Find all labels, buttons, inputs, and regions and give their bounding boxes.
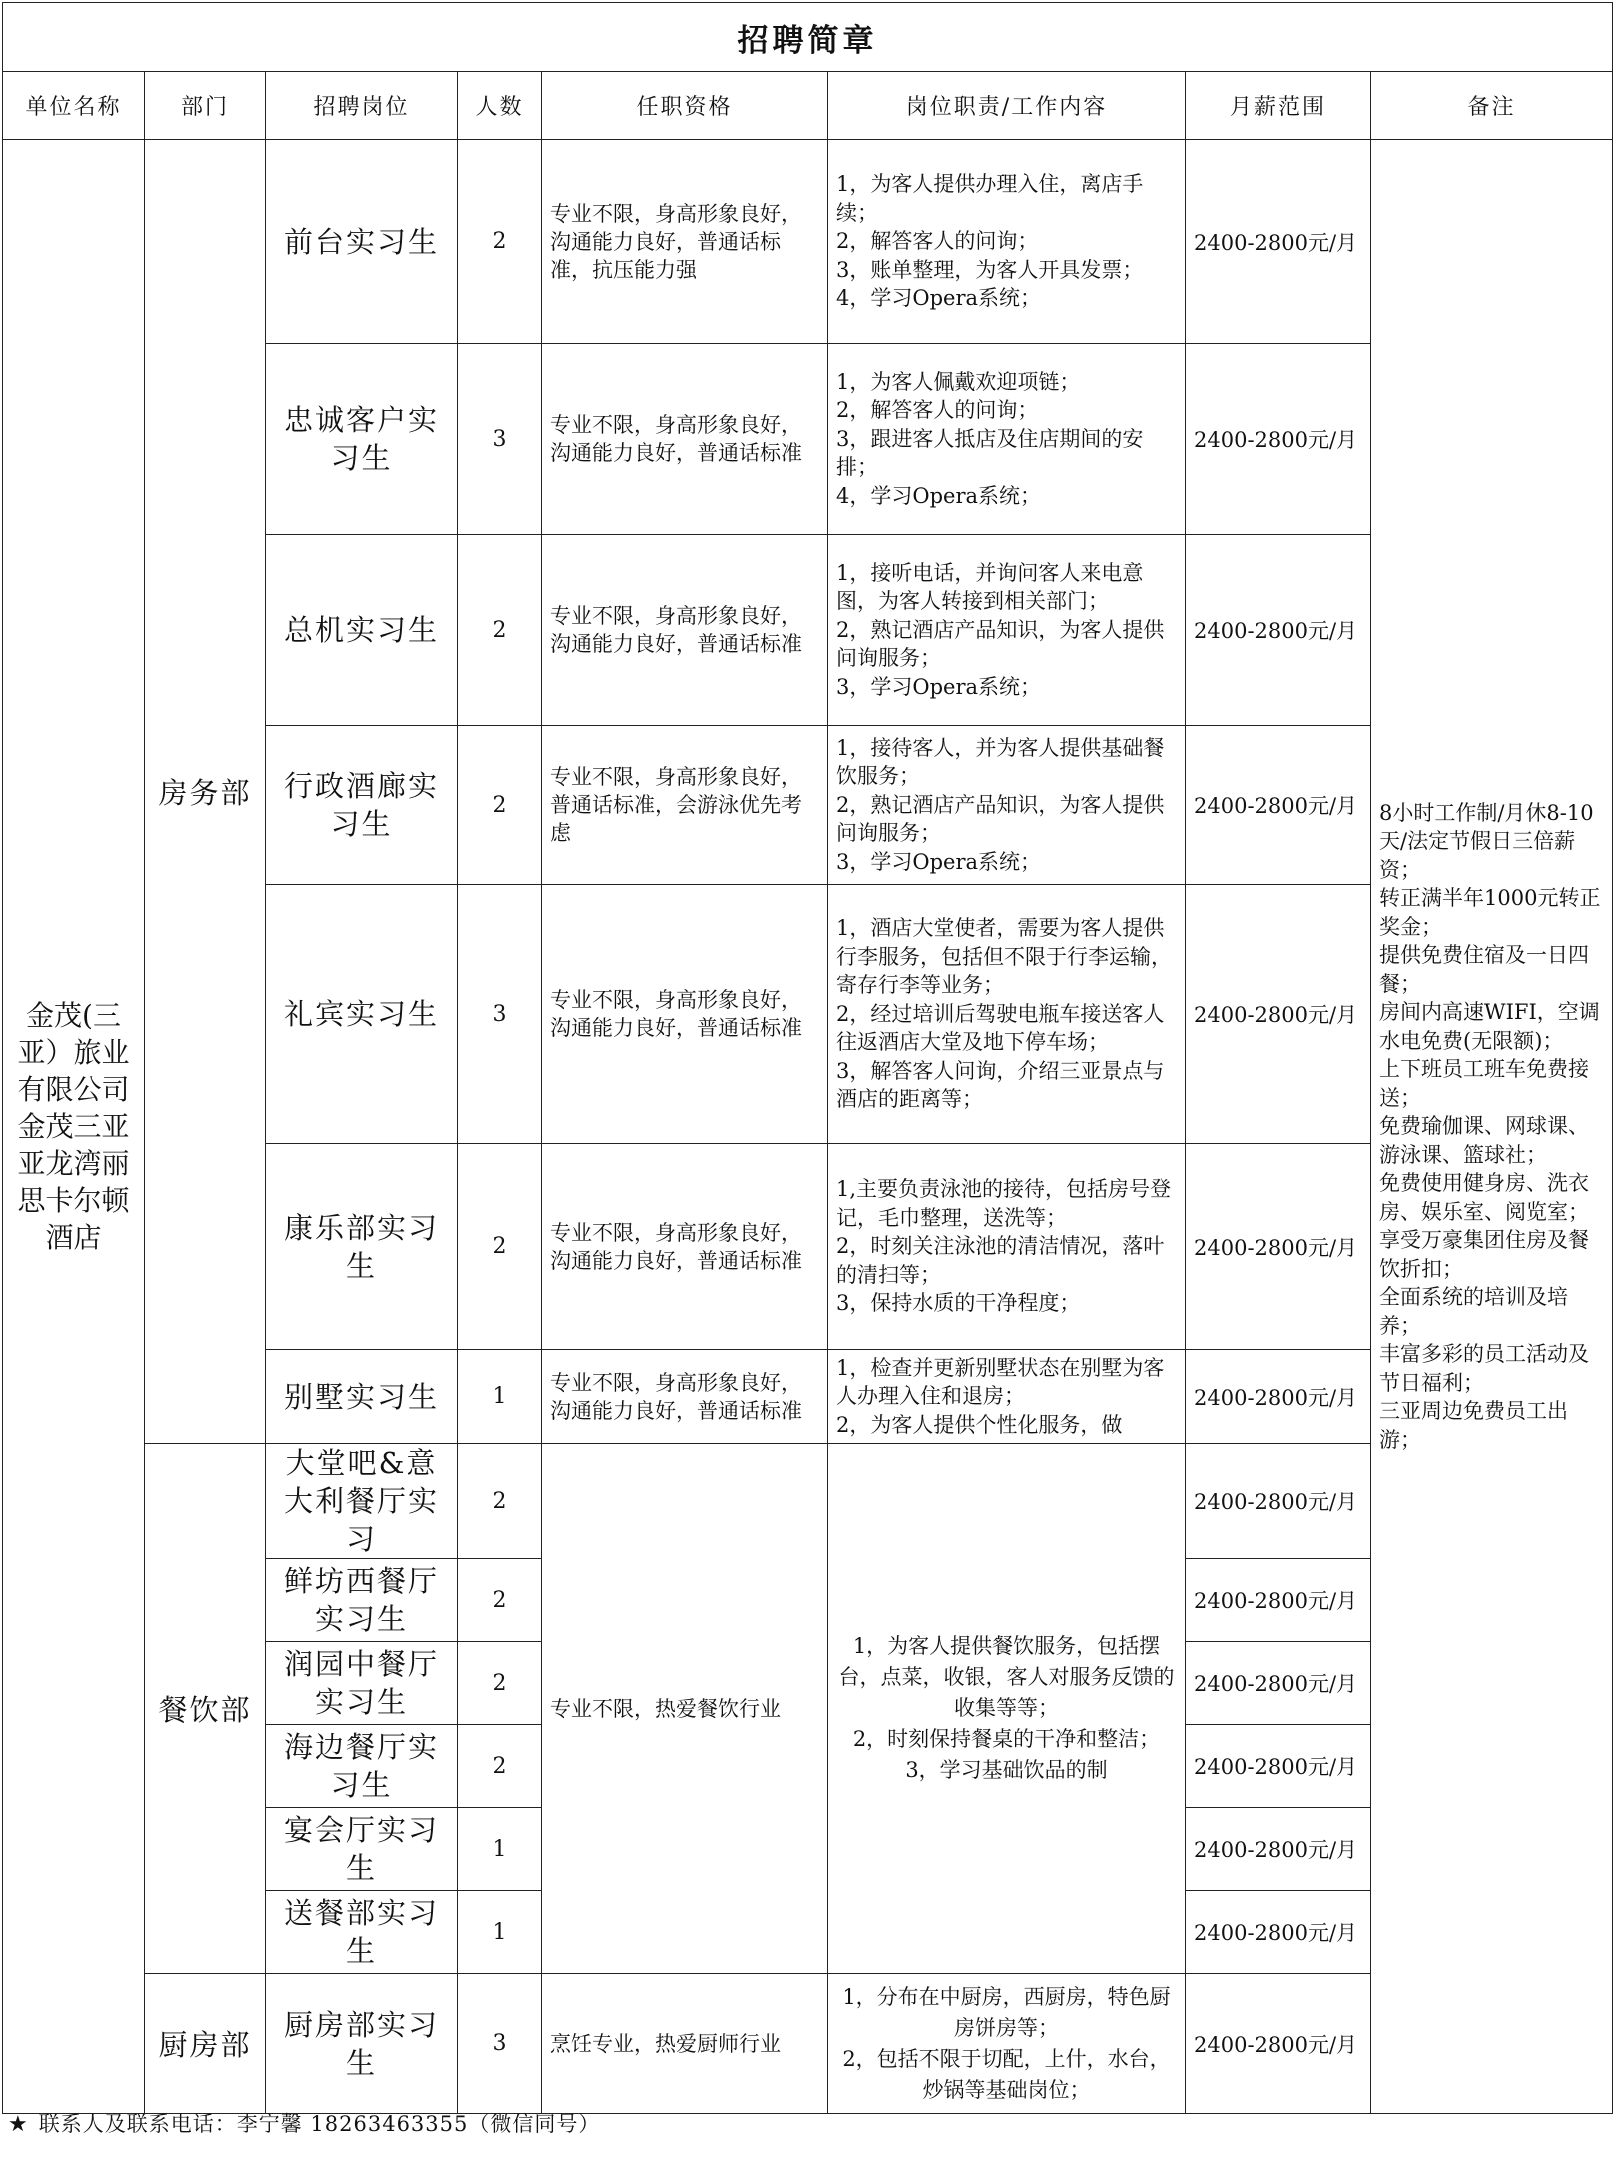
qualification: 烹饪专业，热爱厨师行业 <box>542 1974 828 2114</box>
duty-line: 3，学习Opera系统； <box>836 849 1042 874</box>
position-name: 前台实习生 <box>266 140 458 344</box>
salary: 2400-2800元/月 <box>1186 1350 1371 1444</box>
fb-qualification: 专业不限，热爱餐饮行业 <box>542 1444 828 1974</box>
header-position: 招聘岗位 <box>266 72 458 140</box>
remark-line: 提供免费住宿及一日四餐； <box>1379 943 1589 996</box>
duty-line: 2，解答客人的问询； <box>836 229 1039 254</box>
salary: 2400-2800元/月 <box>1186 344 1371 535</box>
qualification: 专业不限，身高形象良好，沟通能力良好，普通话标准，抗压能力强 <box>542 140 828 344</box>
duty-line: 4，学习Opera系统； <box>836 483 1042 508</box>
dept-rooms: 房务部 <box>145 140 266 1444</box>
remark-line: 丰富多彩的员工活动及节日福利； <box>1379 1342 1589 1395</box>
header-row <box>3 72 1613 140</box>
duty-line: 1，酒店大堂使者，需要为客人提供行李服务，包括但不限于行李运输，寄存行李等业务； <box>836 916 1172 998</box>
dept-kitchen: 厨房部 <box>145 1974 266 2114</box>
salary: 2400-2800元/月 <box>1186 885 1371 1144</box>
duty-line: 1，为客人佩戴欢迎项链； <box>836 369 1081 394</box>
duties <box>828 726 1186 885</box>
remark-line: 转正满半年1000元转正奖金； <box>1379 886 1601 939</box>
salary: 2400-2800元/月 <box>1186 1444 1371 1559</box>
remark-line: 8小时工作制/月休8-10天/法定节假日三倍薪资； <box>1379 800 1594 882</box>
remark-line: 免费瑜伽课、网球课、游泳课、篮球社； <box>1379 1114 1589 1167</box>
qualification: 专业不限，身高形象良好，沟通能力良好，普通话标准 <box>542 1350 828 1444</box>
qualification: 专业不限，身高形象良好，普通话标准，会游泳优先考虑 <box>542 726 828 885</box>
salary: 2400-2800元/月 <box>1186 1642 1371 1725</box>
duty-line: 2，熟记酒店产品知识，为客人提供问询服务； <box>836 792 1165 846</box>
duty-line: 2，为客人提供个性化服务，做 <box>836 1412 1123 1437</box>
position-name: 鲜坊西餐厅实习生 <box>266 1559 458 1642</box>
duty-line: 3，学习Opera系统； <box>836 674 1042 699</box>
headcount: 1 <box>458 1891 542 1974</box>
duty-line: 1，接听电话，并询问客人来电意图，为客人转接到相关部门； <box>836 560 1144 614</box>
fb-duties <box>828 1444 1186 1974</box>
duty-line: 1，分布在中厨房，西厨房，特色厨房饼房等； <box>842 1984 1171 2040</box>
duty-line: 4，学习Opera系统； <box>836 286 1042 311</box>
qualification: 专业不限，身高形象良好，沟通能力良好，普通话标准 <box>542 1144 828 1350</box>
duties <box>828 140 1186 344</box>
duty-line: 2，解答客人的问询； <box>836 398 1039 423</box>
headcount: 2 <box>458 535 542 726</box>
remark-line: 免费使用健身房、洗衣房、娱乐室、阅览室； <box>1379 1171 1589 1224</box>
duties <box>828 885 1186 1144</box>
duties <box>828 344 1186 535</box>
salary: 2400-2800元/月 <box>1186 1808 1371 1891</box>
duties <box>828 1974 1186 2114</box>
duty-line: 3，保持水质的干净程度； <box>836 1291 1081 1316</box>
duties <box>828 1350 1186 1444</box>
position-name: 送餐部实习生 <box>266 1891 458 1974</box>
duty-line: 3，跟进客人抵店及住店期间的安排； <box>836 426 1144 480</box>
position-name: 礼宾实习生 <box>266 885 458 1144</box>
header-count: 人数 <box>458 72 542 140</box>
duty-line: 1，为客人提供餐饮服务，包括摆台，点菜，收银，客人对服务反馈的收集等等； <box>838 1634 1175 1720</box>
remarks-cell <box>1371 140 1613 2114</box>
position-name: 宴会厅实习生 <box>266 1808 458 1891</box>
position-name: 大堂吧&意大利餐厅实习 <box>266 1444 458 1559</box>
header-remark: 备注 <box>1371 72 1613 140</box>
header-salary: 月薪范围 <box>1186 72 1371 140</box>
headcount: 2 <box>458 1642 542 1725</box>
headcount: 2 <box>458 140 542 344</box>
salary: 2400-2800元/月 <box>1186 140 1371 344</box>
duties <box>828 1144 1186 1350</box>
position-name: 忠诚客户实习生 <box>266 344 458 535</box>
position-name: 厨房部实习生 <box>266 1974 458 2114</box>
salary: 2400-2800元/月 <box>1186 1559 1371 1642</box>
headcount: 2 <box>458 1444 542 1559</box>
salary: 2400-2800元/月 <box>1186 726 1371 885</box>
headcount: 3 <box>458 1974 542 2114</box>
headcount: 1 <box>458 1808 542 1891</box>
position-name: 海边餐厅实习生 <box>266 1725 458 1808</box>
duty-line: 3，解答客人问询，介绍三亚景点与酒店的距离等； <box>836 1058 1165 1112</box>
dept-food: 餐饮部 <box>145 1444 266 1974</box>
header-unit: 单位名称 <box>3 72 145 140</box>
duty-line: 2，时刻关注泳池的清洁情况，落叶的清扫等； <box>836 1234 1165 1287</box>
salary: 2400-2800元/月 <box>1186 1144 1371 1350</box>
remark-line: 上下班员工班车免费接送； <box>1379 1057 1589 1110</box>
contact-line <box>8 2108 600 2138</box>
remark-line: 全面系统的培训及培养； <box>1379 1285 1568 1338</box>
duty-line: 1，为客人提供办理入住，离店手续； <box>836 172 1144 225</box>
headcount: 3 <box>458 344 542 535</box>
remark-line: 三亚周边免费员工出游； <box>1379 1399 1568 1452</box>
contact-text: 联系人及联系电话：李宁馨 18263463355（微信同号） <box>38 2112 601 2136</box>
qualification: 专业不限，身高形象良好，沟通能力良好，普通话标准 <box>542 344 828 535</box>
header-duties: 岗位职责/工作内容 <box>828 72 1186 140</box>
duty-line: 1，检查并更新别墅状态在别墅为客人办理入住和退房； <box>836 1355 1165 1409</box>
duty-line: 2，时刻保持餐桌的干净和整洁； <box>852 1727 1161 1751</box>
duty-line: 3，学习基础饮品的制 <box>905 1758 1108 1782</box>
headcount: 2 <box>458 1559 542 1642</box>
duty-line: 1,主要负责泳池的接待，包括房号登记，毛巾整理，送洗等； <box>836 1177 1172 1230</box>
company-name: 金茂(三亚）旅业有限公司金茂三亚亚龙湾丽思卡尔顿酒店 <box>3 140 145 2114</box>
duty-line: 2，熟记酒店产品知识，为客人提供问询服务； <box>836 617 1165 671</box>
headcount: 3 <box>458 885 542 1144</box>
duty-line: 3，账单整理，为客人开具发票； <box>836 257 1144 282</box>
headcount: 2 <box>458 726 542 885</box>
position-name: 行政酒廊实习生 <box>266 726 458 885</box>
duties <box>828 535 1186 726</box>
page-title: 招聘简章 <box>3 3 1613 72</box>
duty-line: 2，包括不限于切配，上什，水台，炒锅等基础岗位； <box>842 2046 1171 2102</box>
salary: 2400-2800元/月 <box>1186 535 1371 726</box>
salary: 2400-2800元/月 <box>1186 1891 1371 1974</box>
duty-line: 1，接待客人，并为客人提供基础餐饮服务； <box>836 735 1165 789</box>
remark-line: 享受万豪集团住房及餐饮折扣； <box>1379 1228 1589 1281</box>
position-name: 康乐部实习生 <box>266 1144 458 1350</box>
duty-line: 2，经过培训后驾驶电瓶车接送客人往返酒店大堂及地下停车场； <box>836 1001 1165 1055</box>
salary: 2400-2800元/月 <box>1186 1725 1371 1808</box>
headcount: 2 <box>458 1725 542 1808</box>
header-dept: 部门 <box>145 72 266 140</box>
qualification: 专业不限，身高形象良好，沟通能力良好，普通话标准 <box>542 535 828 726</box>
position-name: 总机实习生 <box>266 535 458 726</box>
headcount: 1 <box>458 1350 542 1444</box>
remark-line: 房间内高速WIFI，空调水电免费(无限额)； <box>1379 1000 1600 1053</box>
recruitment-table <box>2 2 1613 2114</box>
headcount: 2 <box>458 1144 542 1350</box>
header-qualification: 任职资格 <box>542 72 828 140</box>
salary: 2400-2800元/月 <box>1186 1974 1371 2114</box>
qualification: 专业不限，身高形象良好，沟通能力良好，普通话标准 <box>542 885 828 1144</box>
position-name: 润园中餐厅实习生 <box>266 1642 458 1725</box>
star-icon: ★ <box>8 2112 29 2137</box>
table-row <box>3 140 1613 344</box>
position-name: 别墅实习生 <box>266 1350 458 1444</box>
